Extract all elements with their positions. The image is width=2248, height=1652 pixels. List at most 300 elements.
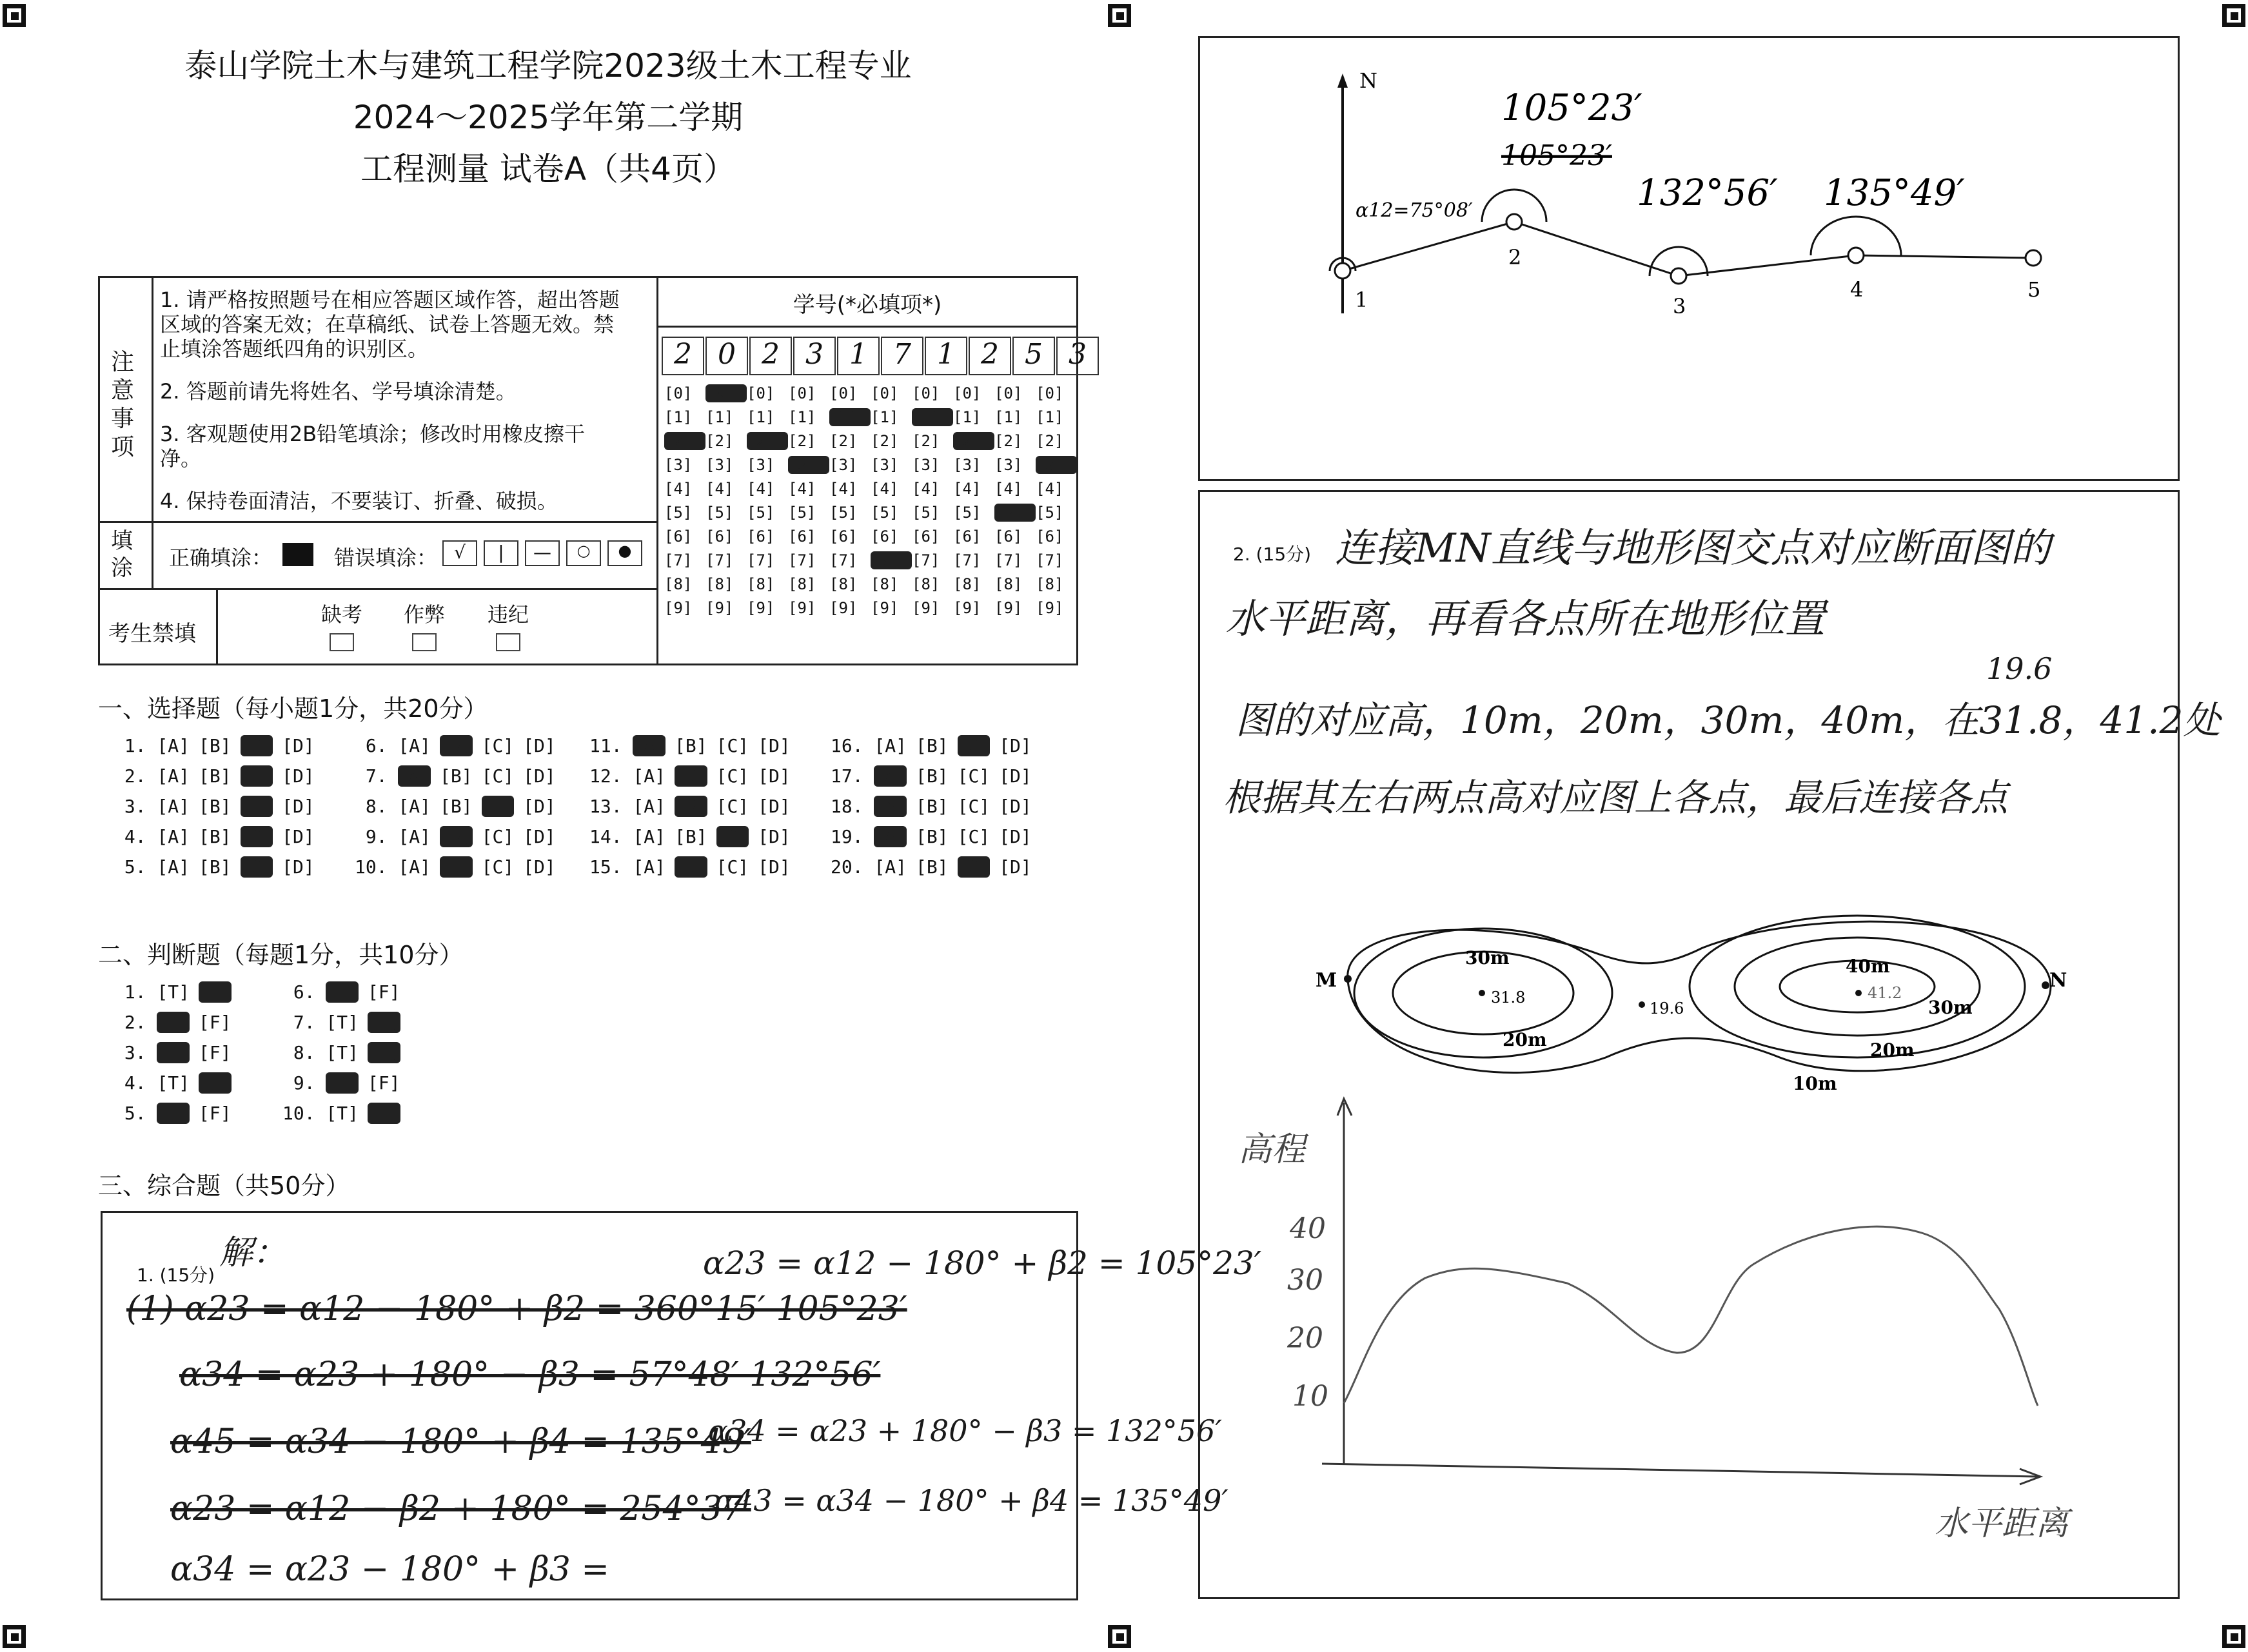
mc-option-bubble[interactable]: [D] bbox=[282, 765, 315, 787]
mc-option-bubble[interactable]: [D] bbox=[999, 856, 1032, 878]
mc-question bbox=[113, 796, 324, 817]
id-bubble[interactable]: [6] bbox=[1036, 527, 1064, 546]
id-bubble[interactable]: [6] bbox=[788, 527, 816, 546]
mc-option-bubble[interactable]: [C] bbox=[240, 856, 273, 878]
id-bubble[interactable]: [7] bbox=[1036, 551, 1064, 569]
id-bubble[interactable]: [8] bbox=[829, 575, 858, 593]
student-id-digit: 7 bbox=[881, 337, 923, 375]
mc-option-bubble[interactable]: [A] bbox=[157, 765, 190, 787]
id-bubble[interactable]: [7] bbox=[788, 551, 816, 569]
id-bubble[interactable]: [0] bbox=[994, 384, 1023, 402]
id-bubble[interactable]: [7] bbox=[912, 551, 940, 569]
id-bubble[interactable]: [7] bbox=[747, 551, 775, 569]
tf-option-bubble[interactable]: [F] bbox=[368, 981, 400, 1003]
id-bubble[interactable]: [7] bbox=[829, 551, 858, 569]
mc-option-bubble[interactable]: [D] bbox=[999, 826, 1032, 847]
q2-label: 2. (15分) bbox=[1233, 544, 1312, 565]
id-bubble[interactable]: [2] bbox=[994, 432, 1023, 450]
id-bubble[interactable]: [3] bbox=[871, 456, 899, 474]
mc-option-bubble[interactable]: [C] bbox=[957, 826, 991, 847]
mc-question bbox=[831, 796, 1041, 817]
mc-question-number: 11. bbox=[589, 735, 633, 756]
mc-question-number: 2. bbox=[113, 765, 157, 787]
mc-option-bubble[interactable]: [C] bbox=[716, 796, 749, 817]
id-bubble[interactable]: [6] bbox=[747, 527, 775, 546]
id-bubble[interactable]: [0] bbox=[953, 384, 981, 402]
id-bubble[interactable]: [2] bbox=[953, 432, 994, 450]
label-10m: 10m bbox=[1793, 1073, 1837, 1094]
mc-option-bubble[interactable]: [B] bbox=[675, 826, 707, 847]
mc-option-bubble[interactable]: [D] bbox=[523, 796, 556, 817]
point-4 bbox=[1848, 248, 1864, 263]
mc-option-bubble[interactable]: [A] bbox=[157, 856, 190, 878]
id-bubble[interactable]: [5] bbox=[788, 504, 816, 522]
point-N bbox=[2042, 981, 2049, 989]
id-bubble[interactable]: [8] bbox=[705, 575, 734, 593]
mc-option-bubble[interactable]: [D] bbox=[999, 796, 1032, 817]
id-bubble[interactable]: [8] bbox=[1036, 575, 1064, 593]
tf-question bbox=[113, 1042, 241, 1063]
id-bubble[interactable]: [6] bbox=[829, 527, 858, 546]
mc-option-bubble[interactable]: [B] bbox=[199, 826, 232, 847]
spot-label-41-2: 41.2 bbox=[1868, 984, 1902, 1002]
id-bubble[interactable]: [1] bbox=[1036, 408, 1064, 426]
mc-option-bubble[interactable]: [A] bbox=[633, 826, 666, 847]
id-bubble[interactable]: [6] bbox=[953, 527, 981, 546]
tf-option-bubble[interactable]: [F] bbox=[368, 1042, 400, 1063]
label-20m-left: 20m bbox=[1503, 1029, 1547, 1050]
id-bubble[interactable]: [9] bbox=[747, 599, 775, 617]
id-bubble[interactable]: [7] bbox=[994, 551, 1023, 569]
mc-option-bubble[interactable]: [C] bbox=[957, 856, 991, 878]
profile-sketch bbox=[1225, 1090, 2141, 1567]
mc-question bbox=[589, 856, 800, 878]
id-bubble[interactable]: [6] bbox=[664, 527, 693, 546]
id-bubble[interactable]: [0] bbox=[747, 384, 775, 402]
mc-option-bubble[interactable]: [C] bbox=[481, 826, 515, 847]
mc-option-bubble[interactable]: [A] bbox=[633, 856, 666, 878]
fill-label: 填涂 bbox=[111, 528, 133, 581]
mc-question bbox=[113, 765, 324, 787]
mc-question-number: 8. bbox=[355, 796, 399, 817]
mc-question-number: 7. bbox=[355, 765, 399, 787]
mc-question bbox=[355, 826, 565, 847]
id-bubble-row bbox=[664, 432, 1077, 456]
label-20m-right: 20m bbox=[1870, 1039, 1915, 1061]
id-bubble[interactable]: [8] bbox=[747, 575, 775, 593]
id-bubble[interactable]: [8] bbox=[953, 575, 981, 593]
wrong-sample-bar: | bbox=[484, 540, 518, 566]
id-bubble[interactable]: [6] bbox=[705, 527, 734, 546]
tf-question bbox=[282, 1103, 409, 1124]
divider bbox=[216, 588, 218, 665]
traverse-diagram bbox=[1198, 36, 2180, 481]
student-id-digit: 2 bbox=[749, 337, 792, 375]
tf-option-bubble[interactable]: [T] bbox=[157, 1072, 190, 1094]
id-bubble[interactable]: [1] bbox=[788, 408, 816, 426]
id-bubble[interactable]: [2] bbox=[912, 432, 940, 450]
mc-option-bubble[interactable]: [D] bbox=[282, 856, 315, 878]
id-bubble[interactable]: [0] bbox=[705, 384, 747, 402]
student-id-bubble-grid bbox=[664, 384, 1077, 623]
corner-marker-top-left bbox=[3, 4, 26, 27]
id-bubble[interactable]: [5] bbox=[912, 504, 940, 522]
mc-option-bubble[interactable]: [D] bbox=[282, 735, 315, 756]
mc-option-bubble[interactable]: [B] bbox=[199, 735, 232, 756]
id-bubble-row bbox=[664, 384, 1077, 408]
mc-option-bubble[interactable]: [B] bbox=[916, 796, 949, 817]
mc-question bbox=[831, 856, 1041, 878]
mc-option-bubble[interactable]: [D] bbox=[999, 735, 1032, 756]
tf-question-number: 10. bbox=[282, 1103, 326, 1124]
spot-label-19-6: 19.6 bbox=[1650, 999, 1684, 1018]
ban-discipline: 违纪 bbox=[482, 598, 534, 656]
profile-ylabel: 高程 bbox=[1238, 1130, 1306, 1169]
profile-tick-10: 10 bbox=[1292, 1380, 1328, 1413]
mc-option-bubble[interactable]: [B] bbox=[675, 856, 707, 878]
mc-question bbox=[355, 796, 565, 817]
student-id-label: 学号(*必填项*) bbox=[793, 292, 942, 318]
id-bubble[interactable]: [8] bbox=[664, 575, 693, 593]
mc-option-bubble[interactable]: [C] bbox=[957, 796, 991, 817]
id-bubble[interactable]: [9] bbox=[1036, 599, 1064, 617]
mc-option-bubble[interactable]: [A] bbox=[633, 735, 666, 756]
id-bubble[interactable]: [5] bbox=[953, 504, 981, 522]
ban-cheat-checkbox[interactable] bbox=[412, 633, 437, 651]
wrong-fill-samples bbox=[442, 540, 642, 566]
id-bubble[interactable]: [2] bbox=[705, 432, 734, 450]
id-bubble[interactable]: [9] bbox=[664, 599, 693, 617]
mc-option-bubble[interactable]: [B] bbox=[675, 765, 707, 787]
mc-option-bubble[interactable]: [D] bbox=[758, 796, 791, 817]
mc-option-bubble[interactable]: [D] bbox=[523, 765, 556, 787]
mc-option-bubble[interactable]: [D] bbox=[758, 856, 791, 878]
id-bubble[interactable]: [1] bbox=[664, 408, 693, 426]
id-bubble[interactable]: [6] bbox=[871, 527, 899, 546]
id-bubble[interactable]: [9] bbox=[912, 599, 940, 617]
mc-option-bubble[interactable]: [B] bbox=[440, 856, 473, 878]
id-bubble[interactable]: [9] bbox=[953, 599, 981, 617]
id-bubble[interactable]: [3] bbox=[912, 456, 940, 474]
north-label: N bbox=[1359, 68, 1377, 93]
tf-option-bubble[interactable]: [T] bbox=[157, 1103, 190, 1124]
student-id-digit: 3 bbox=[1056, 337, 1099, 375]
wrong-sample-check: √ bbox=[442, 540, 477, 566]
exam-title-line1: 泰山学院土木与建筑工程学院2023级土木工程专业 bbox=[184, 47, 912, 84]
divider bbox=[658, 326, 1077, 328]
mc-option-bubble[interactable]: [A] bbox=[398, 856, 431, 878]
notice-item-4: 4. 保持卷面清洁，不要装订、折叠、破损。 bbox=[160, 489, 558, 513]
mc-option-bubble[interactable]: [D] bbox=[523, 856, 556, 878]
spot-label-31-8: 31.8 bbox=[1491, 988, 1526, 1007]
id-bubble[interactable]: [6] bbox=[912, 527, 940, 546]
mc-option-bubble[interactable]: [C] bbox=[481, 796, 515, 817]
id-bubble[interactable]: [0] bbox=[788, 384, 816, 402]
ban-absent-checkbox[interactable] bbox=[330, 633, 354, 651]
id-bubble[interactable]: [4] bbox=[829, 480, 858, 498]
mc-option-bubble[interactable]: [D] bbox=[758, 826, 791, 847]
mc-option-bubble[interactable]: [A] bbox=[633, 796, 666, 817]
id-bubble-row bbox=[664, 408, 1077, 432]
id-bubble[interactable]: [5] bbox=[705, 504, 734, 522]
mc-question-number: 5. bbox=[113, 856, 157, 878]
tf-option-bubble[interactable]: [T] bbox=[326, 1103, 359, 1124]
id-bubble[interactable]: [4] bbox=[664, 480, 693, 498]
id-bubble[interactable]: [1] bbox=[953, 408, 981, 426]
id-bubble[interactable]: [2] bbox=[829, 432, 858, 450]
mc-option-bubble[interactable]: [A] bbox=[633, 765, 666, 787]
mc-option-bubble[interactable]: [A] bbox=[874, 856, 907, 878]
point-label-2: 2 bbox=[1508, 245, 1522, 270]
tf-question-number: 3. bbox=[113, 1042, 157, 1063]
student-id-digit: 5 bbox=[1012, 337, 1055, 375]
mc-option-bubble[interactable]: [C] bbox=[240, 765, 273, 787]
q1-hw-line5: α34 = α23 − 180° + β3 = bbox=[170, 1550, 609, 1589]
mc-option-bubble[interactable]: [B] bbox=[916, 856, 949, 878]
wrong-sample-circle: ○ bbox=[566, 540, 601, 566]
tf-option-bubble[interactable]: [F] bbox=[368, 1103, 400, 1124]
id-bubble[interactable]: [4] bbox=[788, 480, 816, 498]
tf-option-bubble[interactable]: [F] bbox=[368, 1072, 400, 1094]
id-bubble[interactable]: [8] bbox=[912, 575, 940, 593]
mc-option-bubble[interactable]: [A] bbox=[874, 765, 907, 787]
q1-label: 1. (15分) bbox=[137, 1264, 215, 1286]
tf-option-bubble[interactable]: [F] bbox=[199, 1012, 232, 1033]
id-bubble[interactable]: [2] bbox=[1036, 432, 1064, 450]
id-bubble-row bbox=[664, 551, 1077, 575]
id-bubble[interactable]: [0] bbox=[829, 384, 858, 402]
id-bubble[interactable]: [7] bbox=[664, 551, 693, 569]
id-bubble[interactable]: [9] bbox=[994, 599, 1023, 617]
id-bubble[interactable]: [4] bbox=[747, 480, 775, 498]
id-bubble[interactable]: [8] bbox=[994, 575, 1023, 593]
id-bubble[interactable]: [1] bbox=[912, 408, 953, 426]
q2-hw-line1: 连接MN直线与地形图交点对应断面图的 bbox=[1335, 524, 2051, 571]
mc-option-bubble[interactable]: [A] bbox=[398, 765, 431, 787]
mc-question bbox=[589, 735, 800, 756]
mc-question bbox=[589, 826, 800, 847]
mc-option-bubble[interactable]: [C] bbox=[716, 735, 749, 756]
mc-option-bubble[interactable]: [B] bbox=[440, 765, 473, 787]
id-bubble[interactable]: [3] bbox=[1036, 456, 1077, 474]
id-bubble-row bbox=[664, 599, 1077, 623]
id-bubble[interactable]: [5] bbox=[747, 504, 775, 522]
point-2 bbox=[1506, 214, 1522, 230]
mc-option-bubble[interactable]: [A] bbox=[157, 796, 190, 817]
tf-option-bubble[interactable]: [T] bbox=[326, 1072, 359, 1094]
id-bubble[interactable]: [3] bbox=[788, 456, 829, 474]
mc-option-bubble[interactable]: [A] bbox=[874, 735, 907, 756]
mc-option-bubble[interactable]: [A] bbox=[157, 735, 190, 756]
id-bubble[interactable]: [3] bbox=[705, 456, 734, 474]
mc-option-bubble[interactable]: [A] bbox=[874, 826, 907, 847]
mc-option-bubble[interactable]: [A] bbox=[398, 826, 431, 847]
mc-option-bubble[interactable]: [B] bbox=[916, 765, 949, 787]
mc-option-bubble[interactable]: [C] bbox=[957, 765, 991, 787]
mc-question bbox=[355, 735, 565, 756]
q1-hw-line2: α34 = α23 + 180° − β3 = 57°48′ 132°56′ bbox=[179, 1355, 881, 1394]
label-40m-right: 40m bbox=[1846, 956, 1890, 977]
id-bubble[interactable]: [3] bbox=[829, 456, 858, 474]
mc-question bbox=[831, 735, 1041, 756]
mc-option-bubble[interactable]: [C] bbox=[240, 826, 273, 847]
tf-option-bubble[interactable]: [F] bbox=[199, 1103, 232, 1124]
id-bubble-row bbox=[664, 480, 1077, 504]
point-label-3: 3 bbox=[1673, 294, 1686, 319]
mc-option-bubble[interactable]: [D] bbox=[758, 765, 791, 787]
id-bubble[interactable]: [0] bbox=[1036, 384, 1064, 402]
alpha12-label: α12=75°08′ bbox=[1356, 199, 1473, 222]
mc-option-bubble[interactable]: [B] bbox=[916, 735, 949, 756]
north-arrow-head bbox=[1337, 74, 1348, 88]
divider bbox=[152, 521, 153, 588]
id-bubble[interactable]: [7] bbox=[705, 551, 734, 569]
mc-option-bubble[interactable]: [B] bbox=[199, 765, 232, 787]
ban-discipline-checkbox[interactable] bbox=[496, 633, 520, 651]
profile-curve bbox=[1344, 1226, 2038, 1406]
mc-question bbox=[831, 826, 1041, 847]
id-bubble[interactable]: [5] bbox=[871, 504, 899, 522]
mc-option-bubble[interactable]: [C] bbox=[481, 735, 515, 756]
id-bubble[interactable]: [2] bbox=[664, 432, 705, 450]
mc-option-bubble[interactable]: [C] bbox=[716, 765, 749, 787]
id-bubble[interactable]: [1] bbox=[994, 408, 1023, 426]
id-bubble[interactable]: [5] bbox=[664, 504, 693, 522]
id-bubble[interactable]: [1] bbox=[829, 408, 871, 426]
id-bubble[interactable]: [3] bbox=[994, 456, 1023, 474]
divider bbox=[656, 276, 658, 665]
mc-option-bubble[interactable]: [C] bbox=[481, 765, 515, 787]
point-1 bbox=[1335, 263, 1350, 279]
mc-option-bubble[interactable]: [A] bbox=[157, 826, 190, 847]
point-M bbox=[1344, 975, 1352, 983]
id-bubble[interactable]: [0] bbox=[664, 384, 693, 402]
wrong-sample-dot: ● bbox=[607, 540, 642, 566]
id-bubble[interactable]: [3] bbox=[953, 456, 981, 474]
id-bubble[interactable]: [9] bbox=[788, 599, 816, 617]
label-30m-left: 30m bbox=[1465, 947, 1510, 969]
id-bubble[interactable]: [3] bbox=[664, 456, 693, 474]
tf-option-bubble[interactable]: [T] bbox=[157, 1042, 190, 1063]
tf-option-bubble[interactable]: [T] bbox=[326, 1042, 359, 1063]
mc-option-bubble[interactable]: [B] bbox=[440, 796, 473, 817]
id-bubble[interactable]: [5] bbox=[1036, 504, 1064, 522]
mc-option-bubble[interactable]: [C] bbox=[716, 826, 749, 847]
mc-option-bubble[interactable]: [D] bbox=[282, 796, 315, 817]
q1-hw-line1: (1) α23 = α12 − 180° + β2 = 360°15′ 105°23′ bbox=[126, 1290, 907, 1328]
label-30m-right: 30m bbox=[1928, 997, 1973, 1018]
tf-option-bubble[interactable]: [T] bbox=[157, 1012, 190, 1033]
id-bubble[interactable]: [8] bbox=[871, 575, 899, 593]
id-bubble[interactable]: [9] bbox=[871, 599, 899, 617]
corner-marker-bottom-center bbox=[1108, 1625, 1131, 1648]
mc-option-bubble[interactable]: [B] bbox=[199, 796, 232, 817]
mc-option-bubble[interactable]: [D] bbox=[523, 735, 556, 756]
notice-side-label: 注意事项 bbox=[110, 349, 134, 460]
tf-option-bubble[interactable]: [F] bbox=[199, 1072, 232, 1094]
mc-option-bubble[interactable]: [B] bbox=[916, 826, 949, 847]
ban-cheat: 作弊 bbox=[399, 598, 450, 656]
tf-option-bubble[interactable]: [F] bbox=[199, 1042, 232, 1063]
mc-option-bubble[interactable]: [D] bbox=[758, 735, 791, 756]
profile-xlabel: 水平距离 bbox=[1935, 1504, 2069, 1543]
notice-item-3: 3. 客观题使用2B铅笔填涂；修改时用橡皮擦干净。 bbox=[160, 422, 586, 471]
id-bubble[interactable]: [5] bbox=[829, 504, 858, 522]
mc-option-bubble[interactable]: [B] bbox=[440, 826, 473, 847]
id-bubble[interactable]: [6] bbox=[994, 527, 1023, 546]
id-bubble[interactable]: [3] bbox=[747, 456, 775, 474]
id-bubble[interactable]: [2] bbox=[871, 432, 899, 450]
mc-option-bubble[interactable]: [B] bbox=[199, 856, 232, 878]
id-bubble[interactable]: [9] bbox=[829, 599, 858, 617]
id-bubble[interactable]: [4] bbox=[705, 480, 734, 498]
section3-title: 三、综合题（共50分） bbox=[98, 1172, 350, 1200]
mc-question bbox=[113, 826, 324, 847]
mc-option-bubble[interactable]: [A] bbox=[398, 796, 431, 817]
mc-option-bubble[interactable]: [B] bbox=[675, 735, 707, 756]
id-bubble-row bbox=[664, 527, 1077, 551]
mc-option-bubble[interactable]: [A] bbox=[874, 796, 907, 817]
mc-option-bubble[interactable]: [D] bbox=[999, 765, 1032, 787]
mc-option-bubble[interactable]: [C] bbox=[240, 735, 273, 756]
student-id-digit: 2 bbox=[662, 337, 704, 375]
id-bubble[interactable]: [1] bbox=[705, 408, 734, 426]
profile-tick-30: 30 bbox=[1287, 1264, 1323, 1297]
id-bubble[interactable]: [4] bbox=[912, 480, 940, 498]
id-bubble[interactable]: [1] bbox=[871, 408, 899, 426]
mc-option-bubble[interactable]: [D] bbox=[282, 826, 315, 847]
mc-question bbox=[589, 765, 800, 787]
id-bubble[interactable]: [4] bbox=[1036, 480, 1064, 498]
tf-option-bubble[interactable]: [T] bbox=[157, 981, 190, 1003]
mc-question bbox=[831, 765, 1041, 787]
q2-hw-line2: 水平距离，再看各点所在地形位置 bbox=[1225, 595, 1826, 642]
mc-question-number: 12. bbox=[589, 765, 633, 787]
mc-option-bubble[interactable]: [C] bbox=[481, 856, 515, 878]
id-bubble[interactable]: [0] bbox=[871, 384, 899, 402]
q1-hw-right-line3: α43 = α34 − 180° + β4 = 135°49′ bbox=[715, 1483, 1228, 1518]
tf-question bbox=[113, 1072, 241, 1094]
id-bubble[interactable]: [1] bbox=[747, 408, 775, 426]
id-bubble[interactable]: [4] bbox=[871, 480, 899, 498]
mc-option-bubble[interactable]: [A] bbox=[398, 735, 431, 756]
mc-option-bubble[interactable]: [C] bbox=[240, 796, 273, 817]
divider bbox=[98, 521, 656, 523]
id-bubble[interactable]: [5] bbox=[994, 504, 1036, 522]
id-bubble[interactable]: [7] bbox=[871, 551, 912, 569]
mc-option-bubble[interactable]: [C] bbox=[957, 735, 991, 756]
id-bubble[interactable]: [4] bbox=[953, 480, 981, 498]
student-id-handwritten-digits bbox=[662, 337, 1100, 375]
id-bubble[interactable]: [9] bbox=[705, 599, 734, 617]
mc-question-number: 20. bbox=[831, 856, 874, 878]
tf-option-bubble[interactable]: [F] bbox=[199, 981, 232, 1003]
id-bubble[interactable]: [4] bbox=[994, 480, 1023, 498]
tf-option-bubble[interactable]: [T] bbox=[326, 981, 359, 1003]
mc-option-bubble[interactable]: [B] bbox=[675, 796, 707, 817]
id-bubble[interactable]: [0] bbox=[912, 384, 940, 402]
mc-option-bubble[interactable]: [C] bbox=[716, 856, 749, 878]
id-bubble[interactable]: [7] bbox=[953, 551, 981, 569]
tf-option-bubble[interactable]: [F] bbox=[368, 1012, 400, 1033]
id-bubble[interactable]: [2] bbox=[747, 432, 788, 450]
tf-option-bubble[interactable]: [T] bbox=[326, 1012, 359, 1033]
contour-30m-right bbox=[1735, 938, 1980, 1036]
id-bubble[interactable]: [8] bbox=[788, 575, 816, 593]
mc-option-bubble[interactable]: [B] bbox=[440, 735, 473, 756]
mc-option-bubble[interactable]: [D] bbox=[523, 826, 556, 847]
id-bubble[interactable]: [2] bbox=[788, 432, 816, 450]
